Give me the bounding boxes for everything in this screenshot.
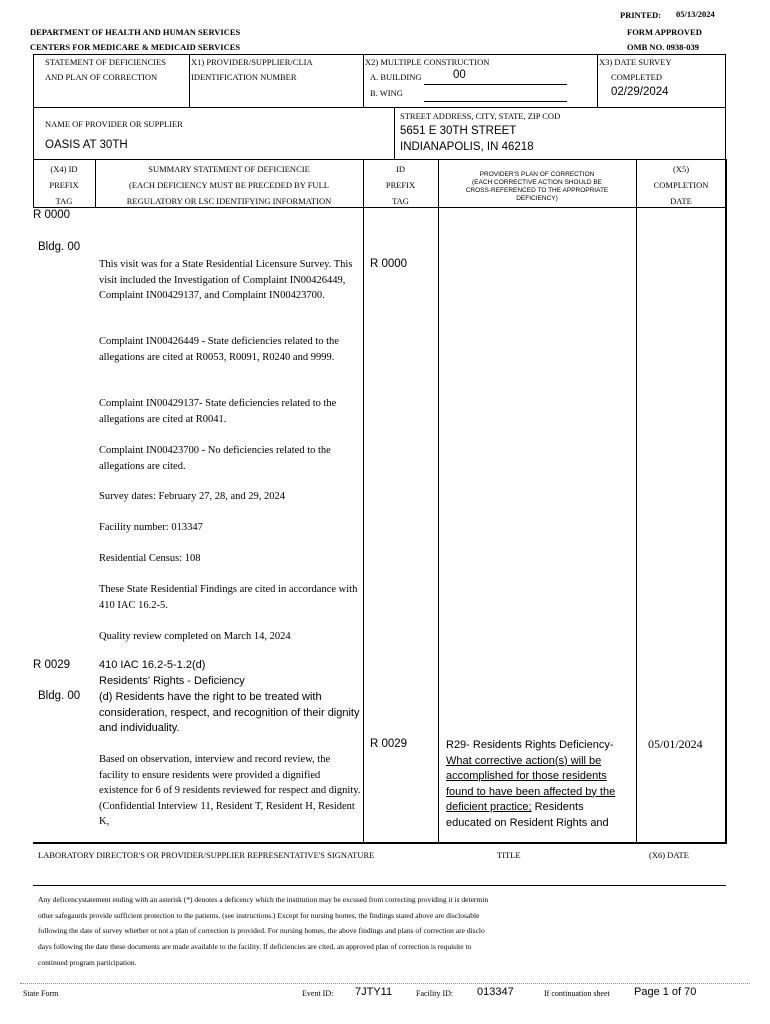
building-label: A. BUILDING: [370, 72, 422, 82]
col4-line2: COMPLETED: [611, 72, 662, 82]
date-label: (X6) DATE: [649, 850, 689, 860]
agency-line2: CENTERS FOR MEDICARE & MEDICAID SERVICES: [30, 42, 241, 52]
disclaimer-line2: other safegaurds provide sufficient protection to the patients. (see instructions.) Except for nursing homes, the findings stated above are disclosable: [38, 911, 480, 920]
page-number: Page 1 of 70: [634, 986, 697, 998]
plan-header-3: CROSS-REFERENCED TO THE APPROPRIATE: [465, 187, 609, 194]
paragraph-survey-dates: Survey dates: February 27, 28, and 29, 2024: [99, 491, 286, 502]
completion-date: 05/01/2024: [648, 737, 703, 751]
col1-line1: STATEMENT OF DEFICIENCIES: [45, 57, 167, 67]
state-form-label: State Form: [23, 989, 59, 998]
paragraph-findings-r0029: Based on observation, interview and record review, the facility to ensure residents were provided a dignified existence for 6 of 9 residents reviewed for respect and dignity. (Confidential Interview 11, Resident T, Resident H, Resident K,: [99, 754, 361, 827]
address-line2: INDIANAPOLIS, IN 46218: [400, 141, 534, 153]
event-id: 7JTY11: [355, 986, 393, 998]
disclaimer-line1: Any deficencystatement ending with an asterisk (*) denotes a deficency which the institution may be excused from correcting providing it is determin: [38, 895, 489, 904]
title-label: TITLE: [497, 850, 521, 860]
paragraph-complaint-3: Complaint IN00423700 - No deficiencies related to the allegations are cited.: [99, 445, 331, 472]
x4-header-3: TAG: [55, 196, 73, 206]
survey-date: 02/29/2024: [611, 86, 669, 98]
regulation-citation: 410 IAC 16.2-5-1.2(d): [99, 659, 206, 671]
plan-rest: Residents educated on Resident Rights and: [446, 801, 609, 829]
summary-header-3: REGULATORY OR LSC IDENTIFYING INFORMATION: [126, 196, 332, 206]
col2-line2: IDENTIFICATION NUMBER: [191, 72, 297, 82]
building-value: 00: [453, 69, 466, 81]
id-header-2: PREFIX: [385, 180, 416, 190]
x5-header-3: DATE: [670, 196, 692, 206]
col4-line1: X3) DATE SURVEY: [599, 57, 672, 67]
regulation-title: Residents' Rights - Deficiency: [99, 675, 245, 687]
id-header-1: ID: [396, 164, 405, 174]
facility-id-label: Facility ID:: [416, 989, 454, 998]
facility-id: 013347: [477, 986, 514, 998]
x4-header-1: (X4) ID: [50, 164, 78, 174]
signature-label: LABORATORY DIRECTOR'S OR PROVIDER/SUPPLIER REPRESENTATIVE'S SIGNATURE: [38, 850, 375, 860]
printed-date: 05/13/2024: [676, 9, 715, 19]
address-label: STREET ADDRESS, CITY, STATE, ZIP COD: [400, 111, 561, 121]
x5-header-2: COMPLETION: [653, 180, 709, 190]
paragraph-facility-number: Facility number: 013347: [99, 522, 203, 533]
tag-r0000: R 0000: [33, 209, 71, 221]
plan-intro: R29- Residents Rights Deficiency-: [446, 739, 614, 751]
disclaimer-line3: following the date of survey whether or not a plan of correction is provided. For nursing homes, the above findings and plans of correction are disclo: [38, 926, 485, 935]
disclaimer-line4: days following the date these documents are made available to the facility. If deficiencies are cited, an approved plan of correction is requisite to: [38, 942, 472, 951]
paragraph-complaint-2: Complaint IN00429137- State deficiencies related to the allegations are cited at R0041.: [99, 398, 337, 425]
form-approved: FORM APPROVED: [627, 27, 702, 37]
event-id-label: Event ID:: [302, 989, 334, 998]
paragraph-complaint-1: Complaint IN00426449 - State deficiencies related to the allegations are cited at R0053, R0091, R0240 and 9999.: [99, 336, 339, 363]
printed-label: PRINTED:: [620, 10, 662, 20]
x5-header-1: (X5): [672, 164, 690, 174]
plan-header-2: (EACH CORRECTIVE ACTION SHOULD BE: [471, 179, 603, 186]
paragraph-findings: These State Residential Findings are cited in accordance with 410 IAC 16.2-5.: [99, 584, 358, 611]
plan-header-4: DEFICIENCY): [516, 195, 558, 202]
continuation-label: If continuation sheet: [544, 989, 610, 998]
paragraph-quality-review: Quality review completed on March 14, 2024: [99, 631, 291, 642]
summary-header-2: (EACH DEFICIENCY MUST BE PRECEDED BY FULL: [129, 180, 329, 190]
bldg-r0029: Bldg. 00: [38, 690, 81, 702]
wing-label: B. WING: [370, 88, 403, 98]
plan-of-correction: [446, 738, 626, 831]
agency-line1: DEPARTMENT OF HEALTH AND HUMAN SERVICES: [30, 27, 241, 37]
col3-title: X2) MULTIPLE CONSTRUCTION: [365, 57, 490, 67]
x4-header-2: PREFIX: [49, 180, 79, 190]
tag-r0029: R 0029: [33, 659, 71, 671]
provider-label: NAME OF PROVIDER OR SUPPLIER: [45, 119, 183, 129]
address-line1: 5651 E 30TH STREET: [400, 125, 517, 137]
paragraph-visit: This visit was for a State Residential Licensure Survey. This visit included the Investigation of Complaint IN00426449, Complaint IN00429137, and Complaint IN00423700.: [99, 259, 353, 301]
col1-line2: AND PLAN OF CORRECTION: [45, 72, 158, 82]
plan-question: What corrective action(s) will be accomplished for those residents found to have been affected by the deficient practice;: [446, 754, 616, 813]
paragraph-census: Residential Census: 108: [99, 553, 201, 564]
regulation-text: (d) Residents have the right to be treated with consideration, respect, and recognition of their dignity and individuality.: [99, 691, 360, 734]
bldg-r0000: Bldg. 00: [38, 241, 81, 253]
omb-number: OMB NO. 0938-039: [627, 42, 700, 52]
col2-line1: X1) PROVIDER/SUPPLIER/CLIA: [191, 57, 313, 67]
provider-name: OASIS AT 30TH: [45, 139, 128, 151]
id-header-3: TAG: [392, 196, 409, 206]
disclaimer-line5: continued program participation.: [38, 958, 137, 967]
tag-r0029-right: R 0029: [370, 738, 408, 750]
summary-header-1: SUMMARY STATEMENT OF DEFICIENCIE: [148, 164, 310, 174]
plan-header-1: PROVIDER'S PLAN OF CORRECTION: [479, 171, 595, 178]
tag-r0000-right: R 0000: [370, 258, 408, 270]
